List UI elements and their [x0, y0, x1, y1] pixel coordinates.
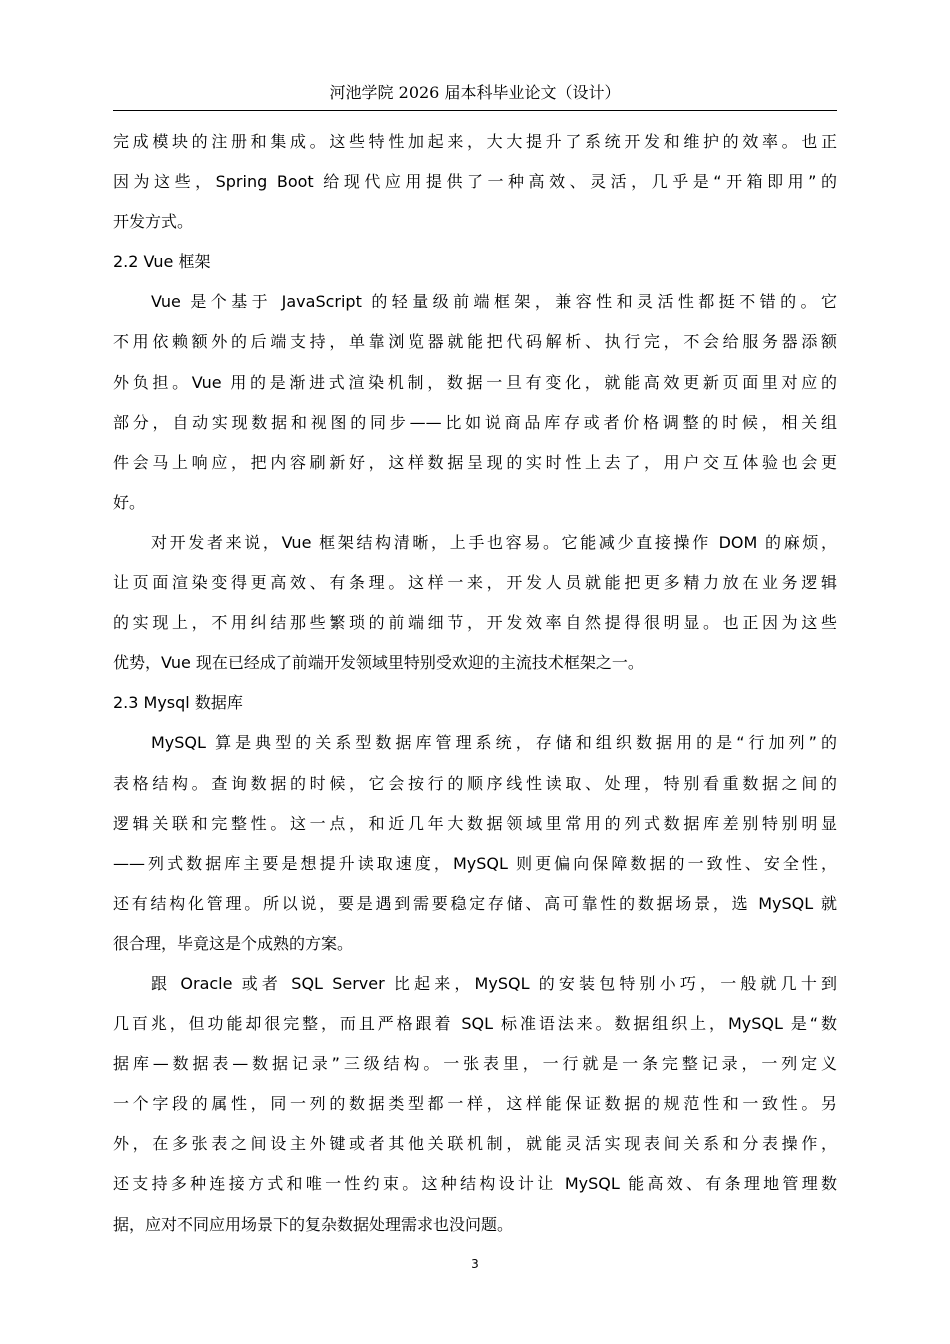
text-line: 让页面渲染变得更高效、有条理。这样一来，开发人员就能把更多精力放在业务逻辑: [113, 573, 837, 593]
text-line: 件会马上响应，把内容刷新好，这样数据呈现的实时性上去了，用户交互体验也会更: [113, 452, 837, 472]
text-line: 完成模块的注册和集成。这些特性加起来，大大提升了系统开发和维护的效率。也正: [113, 132, 837, 151]
text-line: 部分，自动实现数据和视图的同步——比如说商品库存或者价格调整的时候，相关组: [113, 412, 837, 432]
paragraph: [113, 964, 837, 1245]
text-line: 一个字段的属性，同一列的数据类型都一样，这样能保证数据的规范性和一致性。另: [113, 1094, 837, 1114]
text-line: 逻辑关联和完整性。这一点，和近几年大数据领域里常用的列式数据库差别特别明显: [113, 813, 837, 833]
paragraph: [113, 723, 837, 964]
text-line: 开发方式。: [113, 212, 194, 232]
section-heading: 2.2 Vue 框架: [113, 252, 211, 272]
text-line: 外负担。Vue 用的是渐进式渲染机制，数据一旦有变化，就能高效更新页面里对应的: [113, 372, 837, 392]
text-line: 几百兆，但功能却很完整，而且严格跟着 SQL 标准语法来。数据组织上，MySQL 是“数: [113, 1014, 837, 1034]
text-line: 表格结构。查询数据的时候，它会按行的顺序线性读取、处理，特别看重数据之间的: [113, 773, 837, 793]
text-line: 还有结构化管理。所以说，要是遇到需要稳定存储、高可靠性的数据场景，选 MySQL 就: [113, 893, 837, 913]
text-line: 跟 Oracle 或者 SQL Server 比起来，MySQL 的安装包特别小巧，一般就几十到: [151, 973, 837, 993]
text-line: 还支持多种连接方式和唯一性约束。这种结构设计让 MySQL 能高效、有条理地管理数: [113, 1174, 837, 1194]
text-line: 因为这些，Spring Boot 给现代应用提供了一种高效、灵活，几乎是“开箱即用”的: [113, 172, 837, 192]
text-line: 不用依赖额外的后端支持，单靠浏览器就能把代码解析、执行完，不会给服务器添额: [113, 332, 837, 352]
paragraph: [113, 282, 837, 523]
text-line: 的实现上，不用纠结那些繁琐的前端细节，开发效率自然提得很明显。也正因为这些: [113, 613, 837, 633]
text-line: 据库—数据表—数据记录”三级结构。一张表里，一行就是一条完整记录，一列定义: [113, 1054, 837, 1074]
paragraph: [113, 523, 837, 683]
text-line: 好。: [113, 492, 146, 512]
text-line: 对开发者来说，Vue 框架结构清晰，上手也容易。它能减少直接操作 DOM 的麻烦，: [151, 532, 837, 552]
body-text: [113, 122, 837, 1245]
page-header-title: 河池学院 2026 届本科毕业论文（设计）: [329, 83, 621, 102]
paragraph: [113, 122, 837, 242]
page-number: 3: [471, 1257, 479, 1271]
text-line: 据，应对不同应用场景下的复杂数据处理需求也没问题。: [113, 1214, 514, 1234]
text-line: 优势，Vue 现在已经成了前端开发领域里特别受欢迎的主流技术框架之一。: [113, 653, 644, 673]
header-divider: [113, 110, 837, 111]
text-line: 很合理，毕竟这是个成熟的方案。: [113, 933, 354, 953]
text-line: ——列式数据库主要是想提升读取速度，MySQL 则更偏向保障数据的一致性、安全性，: [113, 853, 837, 873]
text-line: MySQL 算是典型的关系型数据库管理系统，存储和组织数据用的是“行加列”的: [151, 733, 837, 753]
text-line: Vue 是个基于 JavaScript 的轻量级前端框架，兼容性和灵活性都挺不错的。它: [151, 292, 837, 312]
section-heading: 2.3 Mysql 数据库: [113, 693, 243, 713]
text-line: 外，在多张表之间设主外键或者其他关联机制，就能灵活实现表间关系和分表操作，: [113, 1134, 837, 1154]
